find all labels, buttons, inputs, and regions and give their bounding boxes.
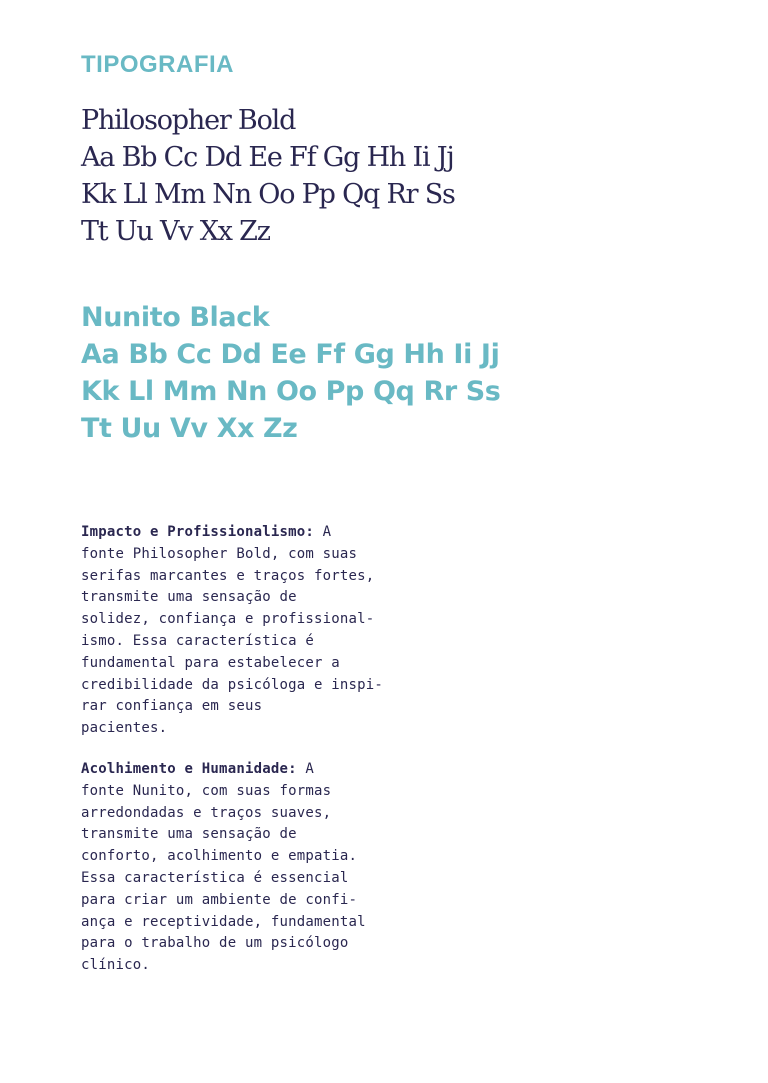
- font-name: Nunito Black: [81, 302, 270, 333]
- paragraph-line: fundamental para estabelecer a: [81, 654, 340, 671]
- paragraph-line: ismo. Essa característica é: [81, 632, 314, 649]
- paragraph-line: credibilidade da psicóloga e inspi-: [81, 676, 384, 693]
- paragraph-line: fonte Nunito, com suas formas: [81, 782, 332, 799]
- paragraph-lead: Acolhimento e Humanidade:: [81, 761, 297, 777]
- glyph-line: Tt Uu Vv Xx Zz: [81, 413, 298, 444]
- paragraph-line: solidez, confiança e profissional-: [81, 611, 375, 628]
- glyph-line: Tt Uu Vv Xx Zz: [81, 216, 270, 247]
- paragraph-first-line: [81, 759, 401, 781]
- section-title: TIPOGRAFIA: [81, 51, 234, 78]
- paragraph-line: pacientes.: [81, 720, 168, 737]
- glyph-line: Aa Bb Cc Dd Ee Ff Gg Hh Ii Jj: [81, 142, 454, 173]
- paragraph-line: ança e receptividade, fundamental: [81, 913, 366, 930]
- description-paragraph-philosopher: [81, 522, 401, 740]
- paragraph-line: transmite uma sensação de: [81, 589, 297, 606]
- paragraph-line: Essa característica é essencial: [81, 869, 349, 886]
- font-specimen-philosopher: [81, 102, 455, 250]
- paragraph-line: arredondadas e traços suaves,: [81, 804, 332, 821]
- paragraph-text: A: [313, 524, 332, 540]
- paragraph-text: A: [296, 761, 314, 777]
- paragraph-line: conforto, acolhimento e empatia.: [81, 848, 358, 865]
- paragraph-line: fonte Philosopher Bold, com suas: [81, 545, 358, 562]
- glyph-line: Aa Bb Cc Dd Ee Ff Gg Hh Ii Jj: [81, 339, 500, 370]
- paragraph-line: para criar um ambiente de confi-: [81, 891, 358, 908]
- paragraph-first-line: [81, 522, 401, 544]
- description-paragraph-nunito: [81, 759, 401, 977]
- font-name: Philosopher Bold: [81, 105, 296, 136]
- paragraph-line: clínico.: [81, 957, 151, 974]
- paragraph-line: para o trabalho de um psicólogo: [81, 935, 349, 952]
- paragraph-lead: Impacto e Profissionalismo:: [81, 524, 314, 540]
- glyph-line: Kk Ll Mm Nn Oo Pp Qq Rr Ss: [81, 179, 455, 210]
- glyph-line: Kk Ll Mm Nn Oo Pp Qq Rr Ss: [81, 376, 501, 407]
- paragraph-line: serifas marcantes e traços fortes,: [81, 567, 375, 584]
- paragraph-line: transmite uma sensação de: [81, 826, 297, 843]
- paragraph-line: rar confiança em seus: [81, 698, 263, 715]
- font-specimen-nunito: [81, 299, 500, 447]
